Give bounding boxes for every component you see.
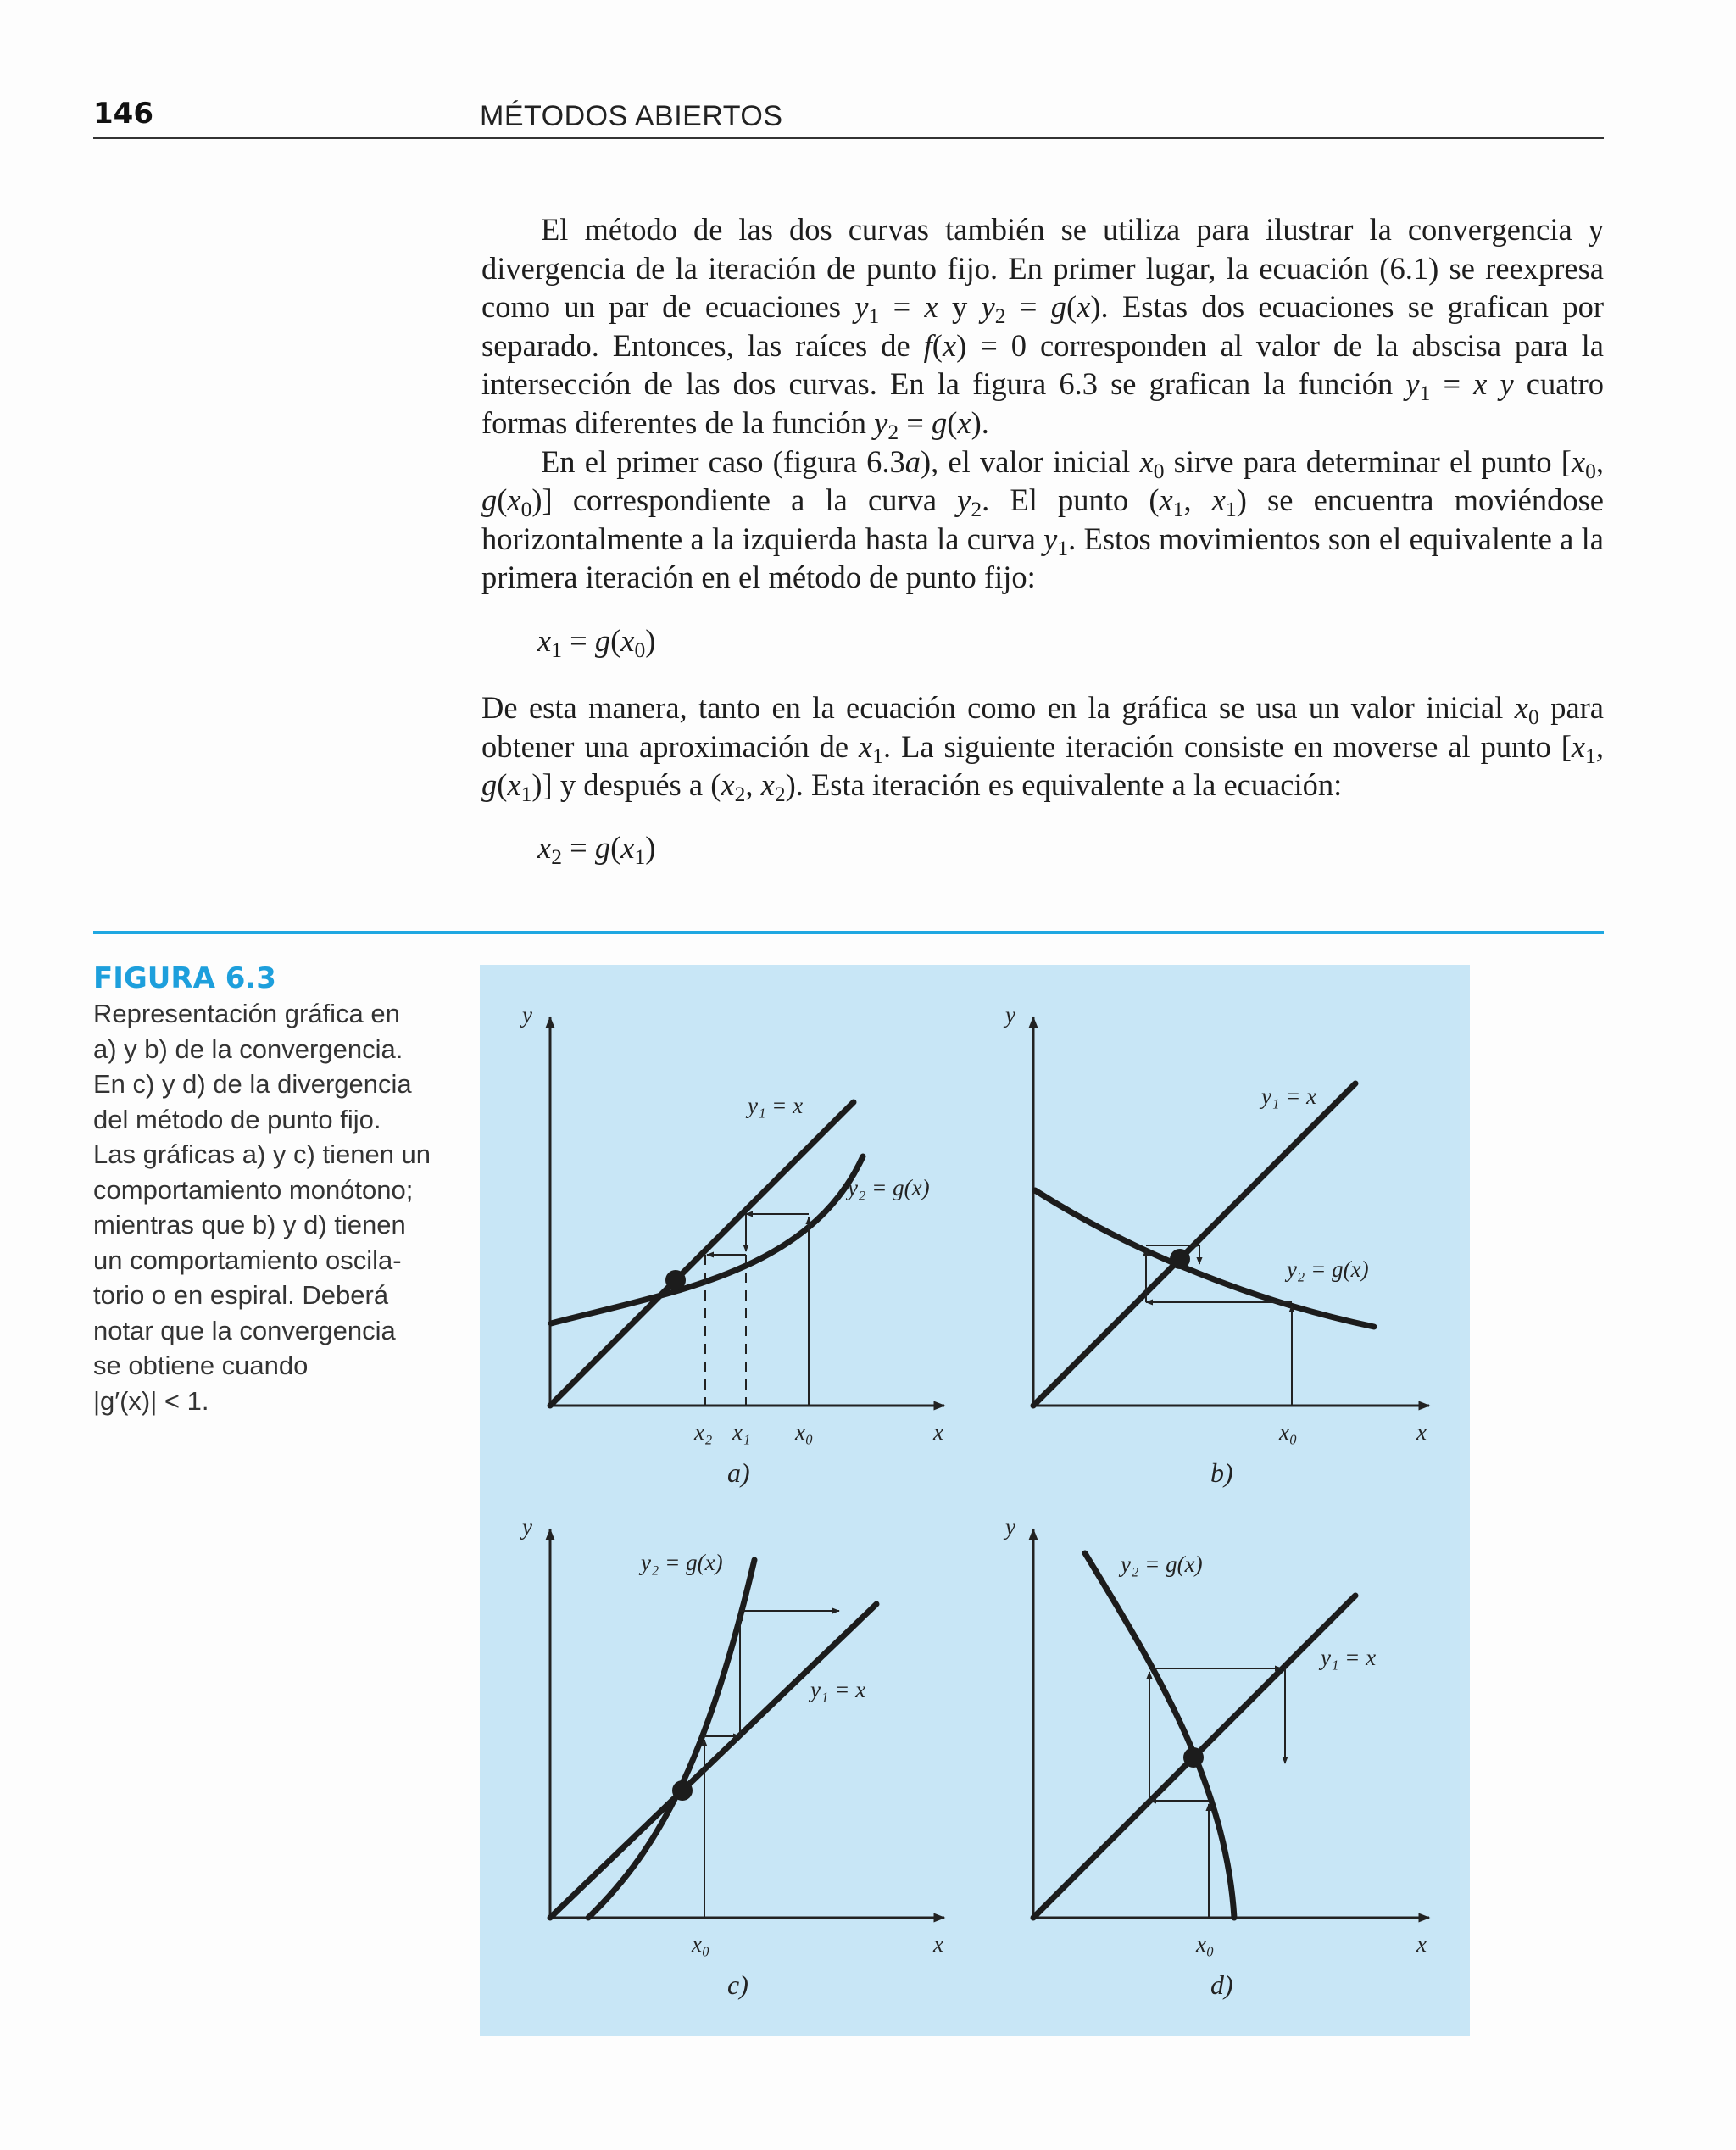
- caption-line: En c) y d) de la divergencia: [93, 1069, 412, 1099]
- y2-label: y₂ = g(x): [641, 1550, 723, 1575]
- fixed-point: [672, 1780, 693, 1801]
- caption-line: se obtiene cuando: [93, 1351, 309, 1380]
- figure-label: FIGURA 6.3: [93, 961, 276, 995]
- page-number: 146: [93, 97, 153, 131]
- caption-line: torio o en espiral. Deberá: [93, 1280, 389, 1310]
- curve-y2: [588, 1560, 754, 1918]
- caption-line: comportamiento monótono;: [93, 1174, 414, 1205]
- body-text-top: [481, 210, 1604, 597]
- curve-y2: [551, 1156, 863, 1323]
- graph-a: [520, 1002, 944, 1488]
- paragraph-1: El método de las dos curvas también se utiliza para ilustrar la convergencia y divergencia de la iteración de punto fijo. En primer lugar, la ecuación (6.1) se reexpresa como un par de ecuaciones $y_1 = x$ y $y_2 = g(x)$. Estas dos ecuaciones se grafican por separado. Entonces, las raíces de f(x) = 0 corresponden al valor de la abscisa para la intersección de las dos curvas. En la figura 6.3 se grafican la función $y_1 = x$ y cuatro formas diferentes de la función $y_2 = g(x)$.: [481, 212, 1605, 445]
- y2-label: y₂ = g(x): [848, 1175, 930, 1200]
- figure-panel: [480, 965, 1470, 2036]
- y1-label: y₁ = x: [810, 1677, 866, 1702]
- y2-label: y₂ = g(x): [1287, 1256, 1369, 1282]
- x0-tick-label: x₀: [1196, 1931, 1215, 1957]
- x2-tick-label: x₂: [694, 1419, 713, 1445]
- x1-tick-label: x₁: [732, 1419, 751, 1445]
- caption-line: |g′(x)| < 1.: [93, 1385, 209, 1416]
- y2-label: y₂ = g(x): [1121, 1551, 1203, 1577]
- y-axis-label: y: [1005, 1514, 1015, 1540]
- x-axis-label: x: [1416, 1931, 1427, 1957]
- paragraph-2: En el primer caso (figura 6.3a), el valor inicial $x_0$ sirve para determinar el punto [$x_0$, $g(x_0)$] correspondiente a la curva $y_2$. El punto ($x_1$, $x_1$) se encuentra moviéndose horizontalmente a la izquierda hasta la curva $y_1$. Estos movimientos son el equivalente a la primera iteración en el método de punto fijo:: [481, 443, 1604, 595]
- caption-line: un comportamiento oscila-: [93, 1245, 402, 1275]
- y1-label: y₁ = x: [1261, 1083, 1317, 1109]
- subfigure-label-b: b): [1210, 1457, 1233, 1488]
- caption-line: a) y b) de la convergencia.: [93, 1033, 403, 1064]
- x-axis-label: x: [933, 1419, 943, 1445]
- figure-caption: [93, 996, 449, 1418]
- chapter-title: MÉTODOS ABIERTOS: [480, 100, 783, 132]
- subfigure-label-d: d): [1210, 1969, 1233, 2000]
- caption-line: Representación gráfica en: [93, 999, 400, 1028]
- subfigure-label-a: a): [727, 1457, 750, 1488]
- equation-2: $x_2 = g(x_1)$: [537, 830, 656, 870]
- y1-label: y₁ = x: [748, 1093, 804, 1118]
- x0-tick-label: x₀: [1279, 1419, 1298, 1445]
- fixed-point: [665, 1270, 686, 1290]
- y-axis-label: y: [522, 1514, 532, 1540]
- header-rule: [93, 137, 1604, 139]
- fixed-point: [1183, 1747, 1204, 1768]
- body-text-middle: [481, 688, 1604, 805]
- x-axis-label: x: [1416, 1419, 1427, 1445]
- x-axis-label: x: [933, 1931, 943, 1957]
- paragraph-3: De esta manera, tanto en la ecuación como en la gráfica se usa un valor inicial $x_0$ para obtener una aproximación de $x_1$. La siguiente iteración consiste en moverse al punto [$x_1$, $g(x_1)$] y después a ($x_2$, $x_2$). Esta iteración es equivalente a la ecuación:: [481, 690, 1604, 807]
- equation-1: $x_1 = g(x_0)$: [537, 623, 656, 663]
- line-y1: [550, 1604, 876, 1918]
- y-axis-label: y: [522, 1002, 532, 1028]
- figure-rule: [93, 931, 1604, 934]
- x0-tick-label: x₀: [795, 1419, 814, 1445]
- caption-line: del método de punto fijo.: [93, 1104, 381, 1134]
- caption-line: mientras que b) y d) tienen: [93, 1210, 406, 1239]
- caption-line: Las gráficas a) y c) tienen un: [93, 1139, 431, 1169]
- subfigure-label-c: c): [727, 1969, 748, 2000]
- y1-label: y₁ = x: [1321, 1645, 1377, 1670]
- y-axis-label: y: [1005, 1002, 1015, 1028]
- x0-tick-label: x₀: [692, 1931, 710, 1957]
- graph-d: [1003, 1514, 1429, 2000]
- caption-line: notar que la convergencia: [93, 1315, 396, 1345]
- figure-graphs: [480, 965, 1470, 2036]
- graph-b: [1003, 1002, 1429, 1488]
- fixed-point: [1170, 1249, 1190, 1269]
- graph-c: [520, 1514, 944, 2000]
